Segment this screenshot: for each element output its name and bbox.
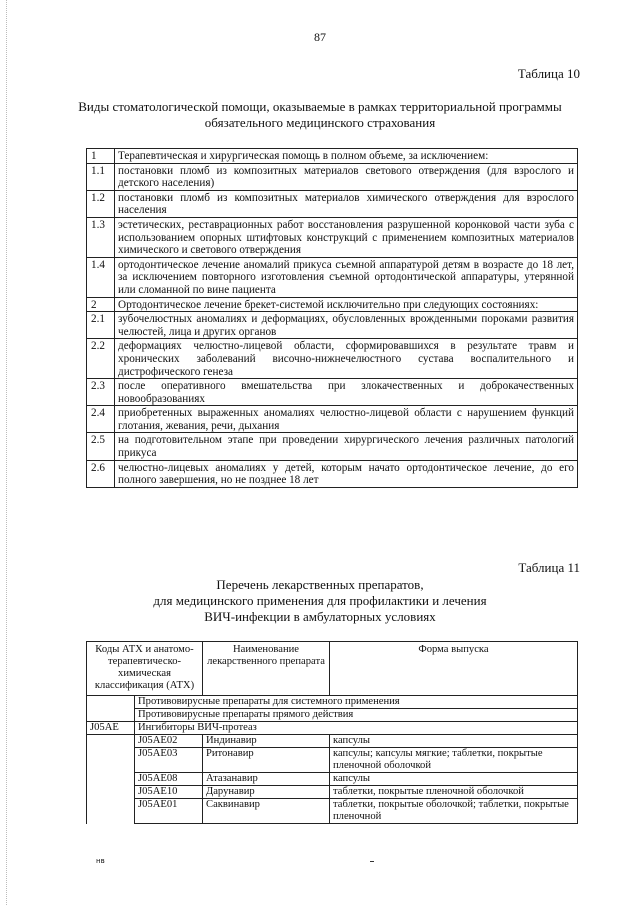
table-row (87, 217, 578, 257)
row-number: 1.2 (87, 190, 115, 217)
row-number: 2.4 (87, 406, 115, 433)
row-number: 2.6 (87, 460, 115, 487)
table-row (87, 460, 578, 487)
row-text: ортодонтическое лечение аномалий прикуса съемной аппаратурой детям в возрасте до 18 лет, за исключением повторного изготовления съемной ортодонтической аппаратуры, утерянной или сломанной по вине пациента (115, 257, 578, 297)
blank-cell (87, 799, 135, 824)
drug-form: таблетки, покрытые пленочной оболочкой (330, 786, 578, 799)
subgroup-name: Ингибиторы ВИЧ-протеаз (135, 722, 578, 735)
blank-cell (87, 709, 135, 722)
group-row (87, 696, 578, 709)
row-number: 1 (87, 149, 115, 164)
table-row (87, 379, 578, 406)
drug-name: Дарунавир (203, 786, 330, 799)
row-number: 2.2 (87, 339, 115, 379)
table-row (87, 190, 578, 217)
row-text: Ортодонтическое лечение брекет-системой исключительно при следующих состояниях: (115, 297, 578, 312)
table-row (87, 163, 578, 190)
drug-row (87, 748, 578, 773)
drug-name: Саквинавир (203, 799, 330, 824)
drug-code: J05AE10 (135, 786, 203, 799)
row-number: 2 (87, 297, 115, 312)
drug-form: таблетки, покрытые оболочкой; таблетки, покрытые пленочной (330, 799, 578, 824)
header-atc: Коды АТХ и анатомо-терапевтическо-химическая классификация (АТХ) (87, 642, 203, 696)
row-text: Терапевтическая и хирургическая помощь в полном объеме, за исключением: (115, 149, 578, 164)
row-text: эстетических, реставрационных работ восстановления разрушенной коронковой части зуба с использованием опорных штифтовых конструкций с применением композитных материалов химического и светового отверждения (115, 217, 578, 257)
group-row (87, 709, 578, 722)
drug-row (87, 786, 578, 799)
row-number: 2.3 (87, 379, 115, 406)
scan-edge-line (6, 0, 7, 905)
table11-title-line: ВИЧ-инфекции в амбулаторных условиях (204, 609, 436, 624)
row-number: 2.5 (87, 433, 115, 460)
page-number: 87 (314, 30, 326, 44)
row-number: 1.1 (87, 163, 115, 190)
scan-dash (370, 861, 374, 862)
row-number: 1.3 (87, 217, 115, 257)
row-number: 1.4 (87, 257, 115, 297)
group-label: Противовирусные препараты для системного применения (135, 696, 578, 709)
table-row (87, 433, 578, 460)
group-label: Противовирусные препараты прямого действия (135, 709, 578, 722)
table10-label: Таблица 10 (517, 66, 580, 81)
drug-row (87, 799, 578, 824)
drug-form: капсулы (330, 773, 578, 786)
drug-code: J05AE02 (135, 735, 203, 748)
table11-label: Таблица 11 (518, 560, 580, 575)
row-text: зубочелюстных аномалиях и деформациях, обусловленных врожденными пороками развития челюстей, лица и других органов (115, 312, 578, 339)
row-text: на подготовительном этапе при проведении хирургического лечения различных патологий прикуса (115, 433, 578, 460)
table11-title-line: Перечень лекарственных препаратов, (216, 577, 424, 592)
subgroup-code: J05AE (87, 722, 135, 735)
row-text: после оперативного вмешательства при злокачественных и доброкачественных новообразованиях (115, 379, 578, 406)
subgroup-row (87, 722, 578, 735)
dental-services-table (86, 148, 578, 488)
table11-title (60, 577, 580, 625)
table11-title-line: для медицинского применения для профилактики и лечения (153, 593, 487, 608)
header-name: Наименование лекарственного препарата (203, 642, 330, 696)
drug-form: капсулы; капсулы мягкие; таблетки, покрытые пленочной оболочкой (330, 748, 578, 773)
drug-form: капсулы (330, 735, 578, 748)
drug-name: Индинавир (203, 735, 330, 748)
drug-row (87, 735, 578, 748)
table10-title: Виды стоматологической помощи, оказываемые в рамках территориальной программы обязательного медицинского страхования (78, 99, 562, 130)
table-row (87, 149, 578, 164)
table-row (87, 257, 578, 297)
row-text: постановки пломб из композитных материалов светового отверждения (для взрослого и детского населения) (115, 163, 578, 190)
table-row (87, 406, 578, 433)
drug-code: J05AE08 (135, 773, 203, 786)
drug-code: J05AE03 (135, 748, 203, 773)
table-row (87, 339, 578, 379)
row-text: постановки пломб из композитных материалов химического отверждения для взрослого населения (115, 190, 578, 217)
blank-cell (87, 773, 135, 786)
row-text: приобретенных выраженных аномалиях челюстно-лицевой области с нарушением функций глотания, жевания, речи, дыхания (115, 406, 578, 433)
blank-cell (87, 735, 135, 748)
drug-name: Атазанавир (203, 773, 330, 786)
row-number: 2.1 (87, 312, 115, 339)
hiv-drugs-table (86, 641, 578, 824)
drug-name: Ритонавир (203, 748, 330, 773)
row-text: челюстно-лицевых аномалиях у детей, которым начато ортодонтическое лечение, до его полного завершения, но не позднее 18 лет (115, 460, 578, 487)
blank-cell (87, 786, 135, 799)
header-form: Форма выпуска (330, 642, 578, 696)
drug-code: J05AE01 (135, 799, 203, 824)
table-row (87, 297, 578, 312)
blank-cell (87, 696, 135, 709)
table-row (87, 312, 578, 339)
table-header-row (87, 642, 578, 696)
blank-cell (87, 748, 135, 773)
drug-row (87, 773, 578, 786)
footer-mark: нв (96, 857, 105, 865)
row-text: деформациях челюстно-лицевой области, сформировавшихся в результате травм и хронических заболеваний височно-нижнечелюстного сустава воспалительного и дистрофического генеза (115, 339, 578, 379)
